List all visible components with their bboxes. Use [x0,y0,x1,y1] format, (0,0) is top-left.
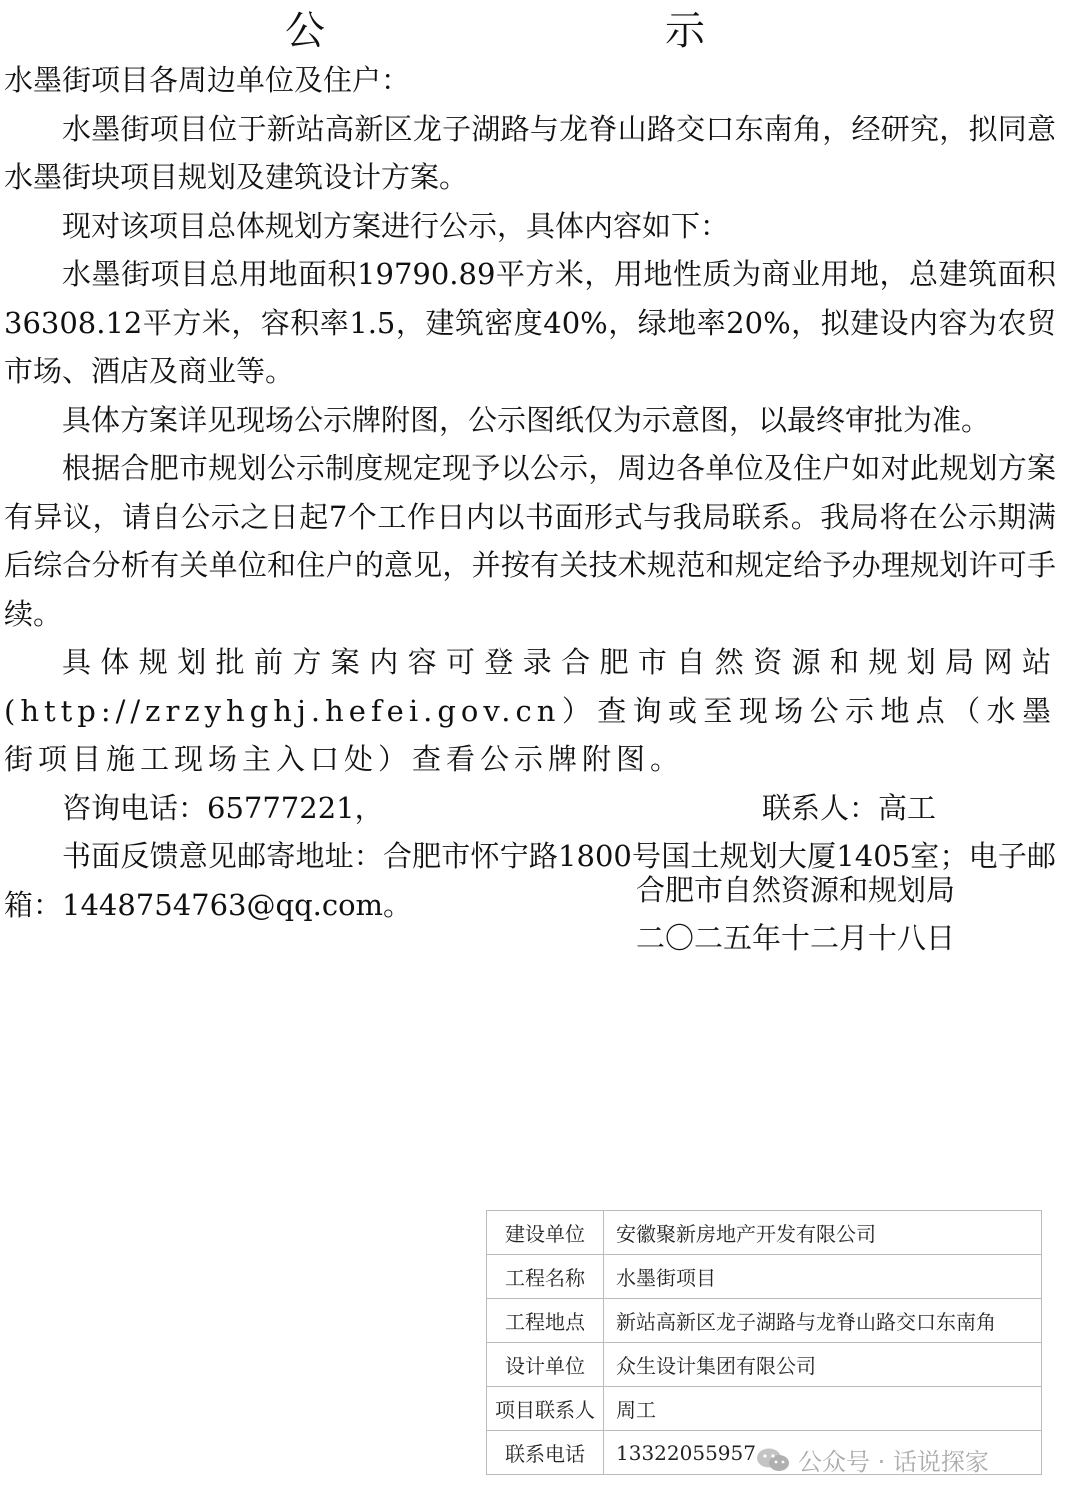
paragraph-objection: 根据合肥市规划公示制度规定现予以公示，周边各单位及住户如对此规划方案有异议，请自公示之日起7个工作日内以书面形式与我局联系。我局将在公示期满后综合分析有关单位和住户的意见，并按有关技术规范和规定给予办理规划许可手续。 [4,451,1056,631]
table-value: 水墨街项目 [604,1255,1042,1299]
table-label: 建设单位 [487,1211,604,1255]
table-row [487,1343,1042,1387]
table-row [487,1211,1042,1255]
salutation: 水墨街项目各周边单位及住户： [4,63,411,97]
table-label: 项目联系人 [487,1387,604,1431]
table-label: 工程地点 [487,1299,604,1343]
table-value: 13322055957 [604,1431,1042,1475]
contact-phone: 咨询电话：65777221， [62,790,384,825]
table-value: 周工 [604,1387,1042,1431]
signature-date: 二〇二五年十二月十八日 [636,921,956,955]
contact-person: 联系人：高工 [762,790,937,825]
table-label: 工程名称 [487,1255,604,1299]
project-info-table [486,1210,1042,1475]
table-label: 联系电话 [487,1431,604,1475]
notice-title: 公 示 [285,8,855,54]
signature-block [636,866,955,962]
watermark-text: 公众号 · 话说探家 [798,1448,989,1476]
paragraph-location: 水墨街项目位于新站高新区龙子湖路与龙脊山路交口东南角，经研究，拟同意水墨街块项目规划及建筑设计方案。 [4,111,1056,194]
wechat-icon [756,1447,790,1473]
contact-row [4,784,1056,833]
table-row [487,1387,1042,1431]
table-value: 众生设计集团有限公司 [604,1343,1042,1387]
paragraph-indicators: 水墨街项目总用地面积19790.89平方米，用地性质为商业用地，总建筑面积36308.12平方米，容积率1.5，建筑密度40%，绿地率20%，拟建设内容为农贸市场、酒店及商业等。 [4,257,1056,388]
paragraph-feedback: 书面反馈意见邮寄地址：合肥市怀宁路1800号国土规划大厦1405室；电子邮箱：1448754763@qq.com。 [4,839,1056,922]
wechat-watermark [756,1442,989,1477]
table-label: 设计单位 [487,1343,604,1387]
paragraph-drawings: 具体方案详见现场公示牌附图，公示图纸仅为示意图，以最终审批为准。 [62,402,991,437]
signature-org: 合肥市自然资源和规划局 [636,873,956,907]
table-row [487,1255,1042,1299]
table-row [487,1299,1042,1343]
paragraph-intro: 现对该项目总体规划方案进行公示，具体内容如下： [62,208,730,243]
notice-body [4,56,1056,929]
table-value: 安徽聚新房地产开发有限公司 [604,1211,1042,1255]
table-value: 新站高新区龙子湖路与龙脊山路交口东南角 [604,1299,1042,1343]
paragraph-website: 具体规划批前方案内容可登录合肥市自然资源和规划局网站(http://zrzyhghj.hefei.gov.cn）查询或至现场公示地点（水墨街项目施工现场主入口处）查看公示牌附图。 [4,645,1056,776]
